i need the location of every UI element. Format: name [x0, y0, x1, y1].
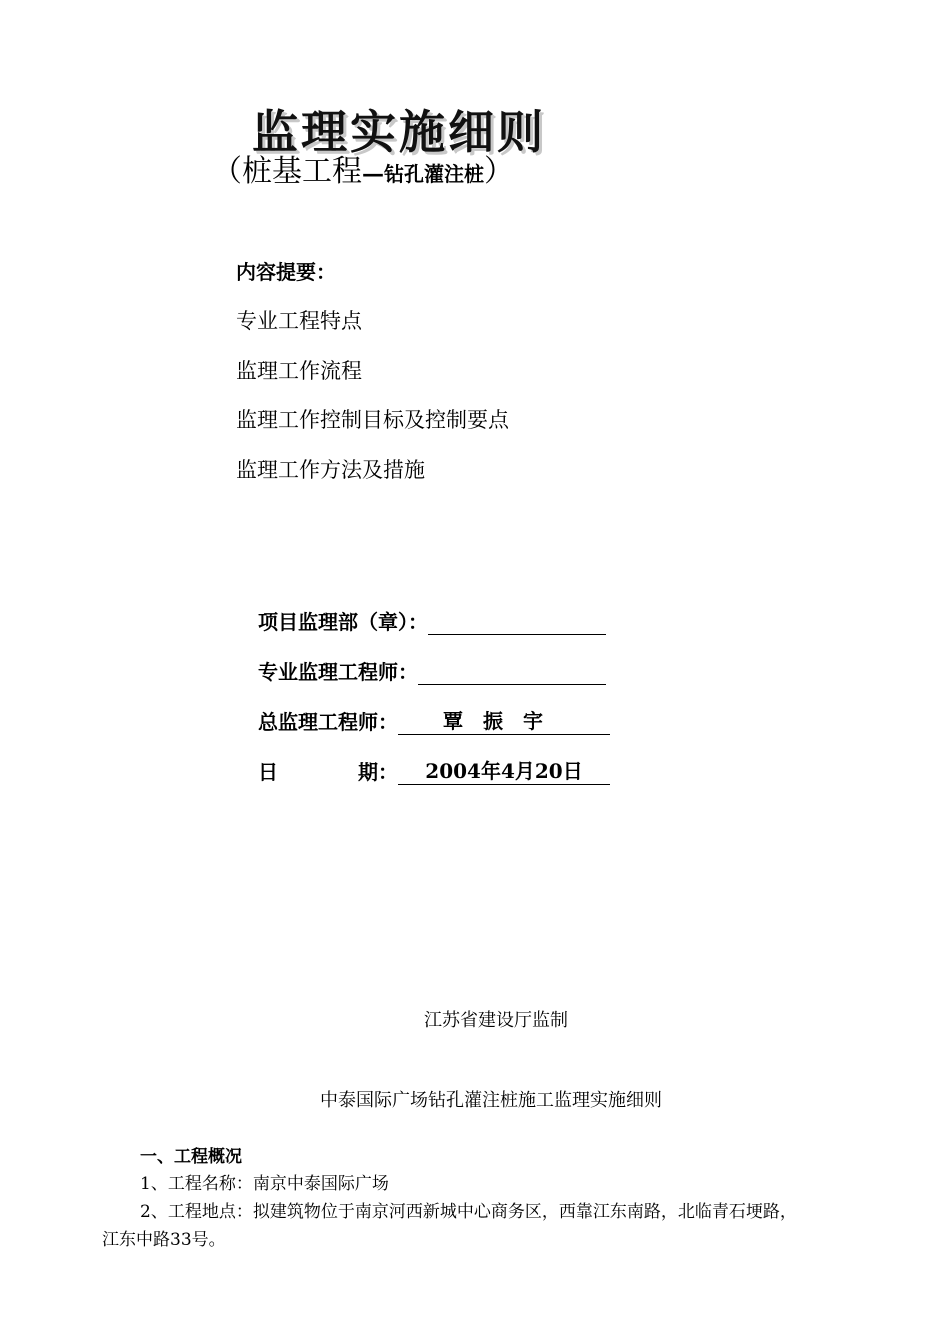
chief-engineer-label: 总监理工程师： — [258, 710, 398, 734]
project-dept-label: 项目监理部（章）： — [258, 610, 428, 634]
summary-item: 监理工作流程 — [236, 359, 362, 383]
project-dept-row — [258, 606, 606, 635]
document-title: 监理实施细则 — [252, 105, 546, 159]
specialist-label: 专业监理工程师： — [258, 660, 418, 684]
specialist-line — [418, 662, 606, 685]
issuer-text: 江苏省建设厅监制 — [424, 1010, 568, 1031]
document-heading: 中泰国际广场钻孔灌注桩施工监理实施细则 — [320, 1090, 662, 1111]
summary-item: 监理工作控制目标及控制要点 — [236, 408, 509, 432]
paragraph-line: 1、工程名称：南京中泰国际广场 — [140, 1174, 389, 1194]
subtitle-close: ） — [484, 154, 514, 189]
date-value: 2004年4月20日 — [398, 755, 610, 785]
specialist-row — [258, 656, 606, 685]
subtitle-dash: — — [362, 161, 384, 187]
paragraph-line: 2、工程地点：拟建筑物位于南京河西新城中心商务区，西靠江东南路，北临青石埂路， — [140, 1202, 797, 1222]
subtitle-small: 钻孔灌注桩 — [384, 162, 484, 186]
summary-heading: 内容提要： — [236, 260, 336, 284]
date-row — [258, 755, 610, 785]
document-subtitle — [212, 146, 514, 190]
date-label: 日 期： — [258, 760, 398, 784]
chief-engineer-row — [258, 705, 610, 735]
summary-item: 专业工程特点 — [236, 309, 362, 333]
subtitle-main: （桩基工程 — [212, 154, 362, 189]
paragraph-line: 江东中路33号。 — [102, 1230, 226, 1250]
section-heading: 一、工程概况 — [140, 1147, 242, 1167]
summary-item: 监理工作方法及措施 — [236, 458, 425, 482]
project-dept-line — [428, 612, 606, 635]
chief-engineer-name: 覃 振 宇 — [398, 705, 610, 735]
